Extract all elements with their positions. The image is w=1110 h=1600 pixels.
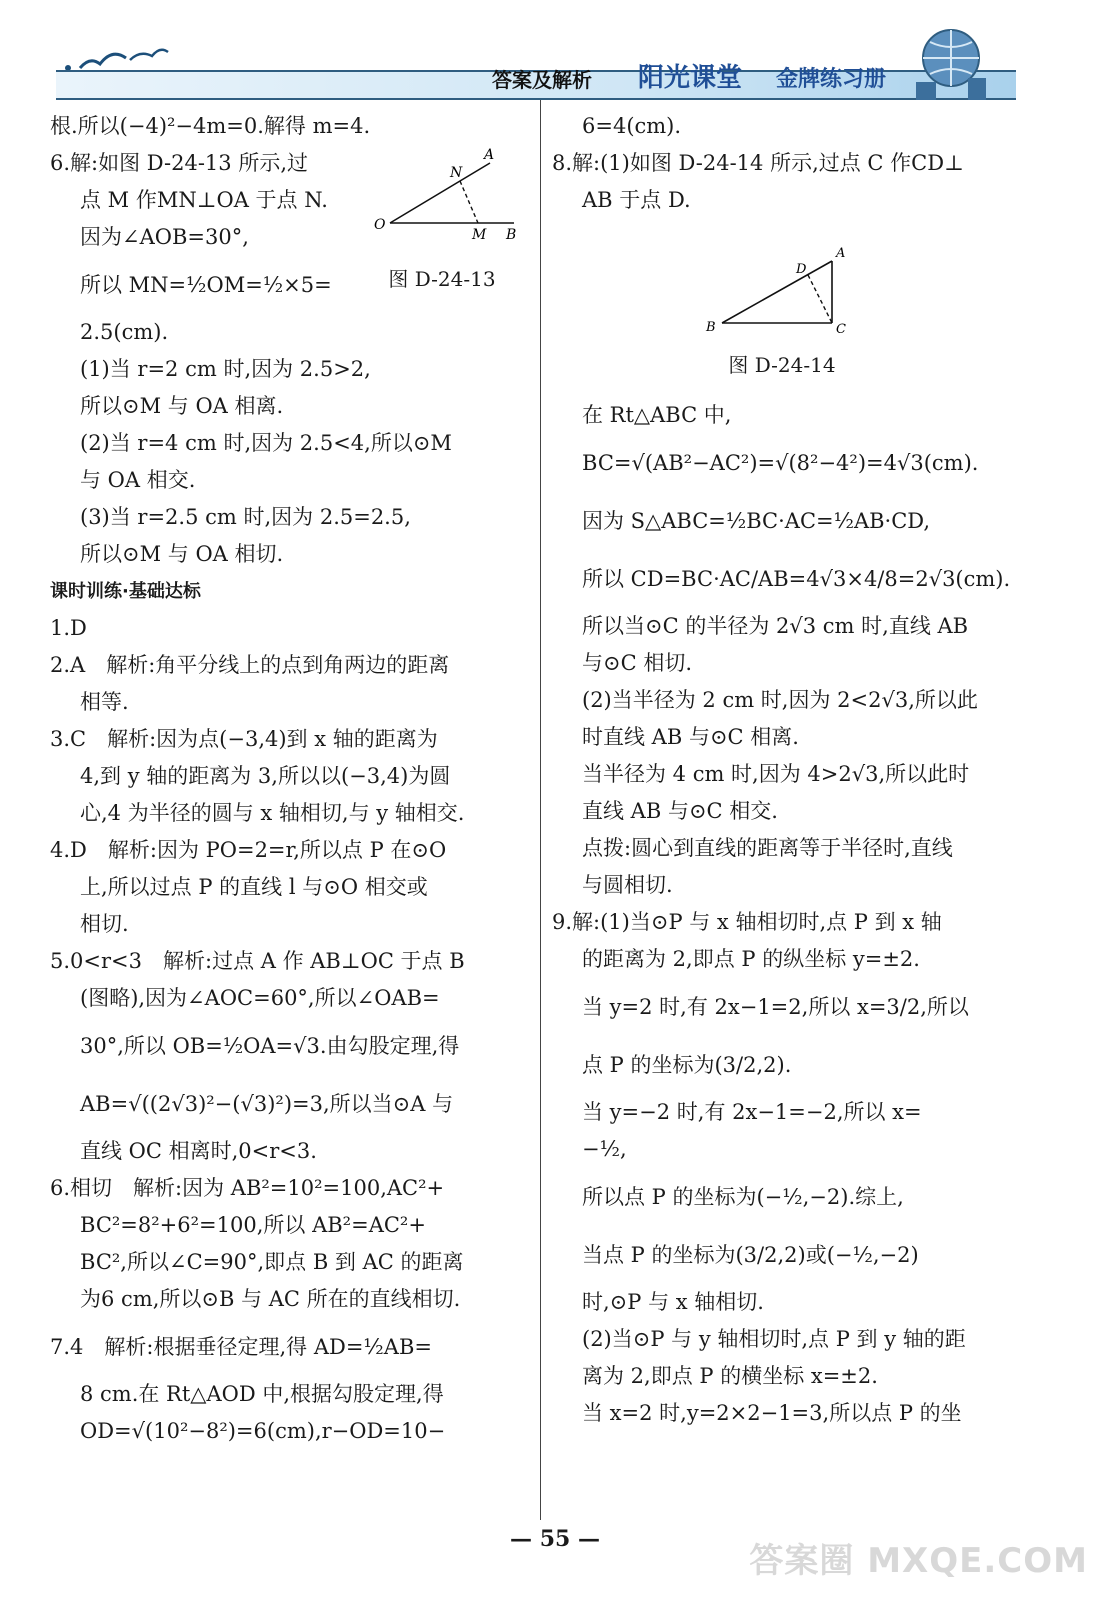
text-line: 7.4 解析:根据垂径定理,得 AD=½AB= [50,1335,432,1359]
text-line: (图略),因为∠AOC=60°,所以∠OAB= [80,986,440,1010]
text-line: 因为 S△ABC=½BC·AC=½AB·CD, [582,509,931,533]
text-line: 与⊙C 相切. [582,651,693,675]
text-line: BC²,所以∠C=90°,即点 B 到 AC 的距离 [80,1250,464,1274]
text-line: 30°,所以 OB=½OA=√3.由勾股定理,得 [80,1034,460,1058]
text-line: 所以⊙M 与 OA 相切. [80,542,284,566]
label-o: O [374,217,386,233]
left-column [50,108,528,1450]
figure-d-24-13 [372,145,532,305]
text-line: (2)当 r=4 cm 时,因为 2.5<4,所以⊙M [80,431,452,455]
text-line: 5.0<r<3 解析:过点 A 作 AB⊥OC 于点 B [50,949,465,973]
header-book-title: 金牌练习册 [776,67,887,92]
page-number: — 55 — [510,1526,600,1552]
text-line: (2)当⊙P 与 y 轴相切时,点 P 到 y 轴的距 [582,1327,966,1351]
text-line: 点 P 的坐标为(3/2,2). [582,1053,792,1077]
text-line: OD=√(10²−8²)=6(cm),r−OD=10− [80,1419,446,1443]
text-line: (3)当 r=2.5 cm 时,因为 2.5=2.5, [80,505,411,529]
text-line: 与 OA 相交. [80,468,196,492]
text-line: 直线 AB 与⊙C 相交. [582,799,778,823]
text-line: 时直线 AB 与⊙C 相离. [582,725,799,749]
text-line: 所以当⊙C 的半径为 2√3 cm 时,直线 AB [582,614,969,638]
text-line: 根.所以(−4)²−4m=0.解得 m=4. [50,114,371,138]
text-line: 点 M 作MN⊥OA 于点 N. [80,188,328,212]
text-line: AB=√((2√3)²−(√3)²)=3,所以当⊙A 与 [80,1092,454,1116]
text-line: BC²=8²+6²=100,所以 AB²=AC²+ [80,1213,426,1237]
text-line: 因为∠AOB=30°, [80,225,249,249]
text-line: 8 cm.在 Rt△AOD 中,根据勾股定理,得 [80,1382,444,1406]
text-line: 9.解:(1)当⊙P 与 x 轴相切时,点 P 到 x 轴 [552,910,942,934]
figure-d-24-14 [552,219,1022,397]
globe-icon [906,22,996,102]
text-line: 心,4 为半径的圆与 x 轴相切,与 y 轴相交. [80,801,465,825]
text-line: BC=√(AB²−AC²)=√(8²−4²)=4√3(cm). [582,451,979,475]
page-header [0,0,1110,110]
text-line: 所以 MN=½OM=½×5= [80,273,332,297]
right-column [552,108,1022,1432]
text-line: 直线 OC 相离时,0<r<3. [80,1139,317,1163]
label-a: A [484,147,495,163]
text-line: 所以 CD=BC·AC/AB=4√3×4/8=2√3(cm). [582,567,1011,591]
text-line: 2.A 解析:角平分线上的点到角两边的距离 [50,653,450,677]
text-line: 的距离为 2,即点 P 的纵坐标 y=±2. [582,947,920,971]
text-line: 与圆相切. [582,873,673,897]
label-n: N [450,165,463,181]
figure-caption: 图 D-24-13 [388,267,496,291]
text-line: 上,所以过点 P 的直线 l 与⊙O 相交或 [80,875,428,899]
text-line: 4,到 y 轴的距离为 3,所以以(−3,4)为圆 [80,764,451,788]
figure-d-24-13-drawing [372,145,532,255]
text-line: 4.D 解析:因为 PO=2=r,所以点 P 在⊙O [50,838,447,862]
text-line: 当半径为 4 cm 时,因为 4>2√3,所以此时 [582,762,970,786]
label-m: M [472,227,487,243]
text-line: 相切. [80,912,129,936]
text-line: 6=4(cm). [582,114,682,138]
text-line: 8.解:(1)如图 D-24-14 所示,过点 C 作CD⊥ [552,151,964,175]
label-b: B [506,227,517,243]
text-line: 为6 cm,所以⊙B 与 AC 所在的直线相切. [80,1287,461,1311]
text-line: 1.D [50,616,87,640]
label-a: A [836,246,846,261]
text-line: 6.解:如图 D-24-13 所示,过 [50,151,308,175]
text-line: 所以点 P 的坐标为(−½,−2).综上, [582,1185,904,1209]
section-heading: 课时训练·基础达标 [50,581,201,602]
watermark-logo: 答案圈 MXQE.COM [749,1541,1088,1581]
text-line: 2.5(cm). [80,320,169,344]
text-line: 当 y=−2 时,有 2x−1=−2,所以 x= [582,1100,922,1124]
text-line: 当 y=2 时,有 2x−1=2,所以 x=3/2,所以 [582,995,969,1019]
text-line: AB 于点 D. [582,188,691,212]
text-line: −½, [582,1137,627,1161]
label-c: C [836,322,846,337]
label-d: D [796,262,807,277]
text-line: 当点 P 的坐标为(3/2,2)或(−½,−2) [582,1243,919,1267]
header-brand: 阳光课堂 [638,63,743,93]
figure-caption: 图 D-24-14 [728,353,836,377]
text-line: (2)当半径为 2 cm 时,因为 2<2√3,所以此 [582,688,978,712]
label-b: B [706,320,716,335]
text-line: 所以⊙M 与 OA 相离. [80,394,284,418]
text-line: (1)当 r=2 cm 时,因为 2.5>2, [80,357,371,381]
text-line: 相等. [80,690,129,714]
text-line: 在 Rt△ABC 中, [582,403,732,427]
text-line: 当 x=2 时,y=2×2−1=3,所以点 P 的坐 [582,1401,962,1425]
text-line: 6.相切 解析:因为 AB²=10²=100,AC²+ [50,1176,445,1200]
text-line: 点拨:圆心到直线的距离等于半径时,直线 [582,836,953,860]
column-divider [540,100,541,1520]
header-answers-label: 答案及解析 [492,68,592,92]
text-line: 离为 2,即点 P 的横坐标 x=±2. [582,1364,878,1388]
figure-d-24-14-drawing [702,227,862,337]
text-line: 时,⊙P 与 x 轴相切. [582,1290,764,1314]
text-line: 3.C 解析:因为点(−3,4)到 x 轴的距离为 [50,727,438,751]
